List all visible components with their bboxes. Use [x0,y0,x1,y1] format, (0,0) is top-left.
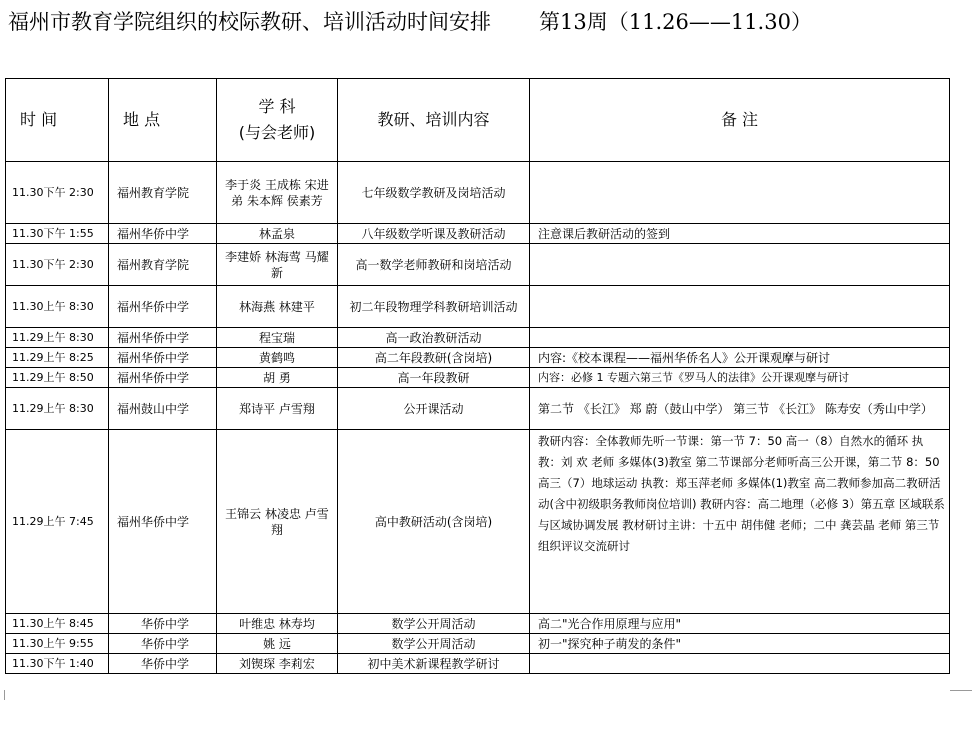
cell-place: 福州华侨中学 [109,368,217,388]
header-content: 教研、培训内容 [338,79,530,162]
header-row [6,79,950,162]
cell-place: 福州教育学院 [109,162,217,224]
header-subject [217,79,338,162]
cell-time: 11.30下午 1:55 [6,224,109,244]
table-row [6,162,950,224]
cell-place: 福州华侨中学 [109,328,217,348]
table-row [6,368,950,388]
cell-time: 11.29上午 8:50 [6,368,109,388]
cell-teachers: 李于炎 王成栋 宋进弟 朱本辉 侯素芳 [217,162,338,224]
cell-place: 华侨中学 [109,634,217,654]
table-row [6,224,950,244]
cell-place: 福州华侨中学 [109,430,217,614]
title-text: 福州市教育学院组织的校际教研、培训活动时间安排 [8,10,491,34]
cell-note [530,654,950,674]
cell-teachers: 林孟泉 [217,224,338,244]
cell-teachers: 林海燕 林建平 [217,286,338,328]
table-row [6,328,950,348]
cell-note: 注意课后教研活动的签到 [530,224,950,244]
cell-time: 11.30上午 8:30 [6,286,109,328]
header-note: 备 注 [530,79,950,162]
cell-content: 七年级数学教研及岗培活动 [338,162,530,224]
table-row [6,286,950,328]
cell-time: 11.29上午 7:45 [6,430,109,614]
cell-teachers: 王锦云 林凌忠 卢雪翔 [217,430,338,614]
cell-teachers: 胡 勇 [217,368,338,388]
cell-time: 11.30下午 2:30 [6,244,109,286]
cell-note: 教研内容：全体教师先听一节课：第一节 7：50 高一（8）自然水的循环 执教：刘 欢 老师 多媒体(3)教室 第二节课部分老师听高三公开课，第二节 8：50 高三（7）地球运动 执教：郑玉萍老师 多媒体(1)教室 高二教师参加高二教研活动(含中初级职务教师岗位培训) 教研内容：高二地理（必修 3）第五章 区域联系与区域协调发展 教材研讨主讲：十五中 胡伟健 老师；二中 龚芸晶 老师 第三节 组织评议交流研讨 [530,430,950,614]
cell-time: 11.29上午 8:30 [6,388,109,430]
cell-time: 11.29上午 8:25 [6,348,109,368]
header-time: 时 间 [6,79,109,162]
cell-place: 华侨中学 [109,614,217,634]
table-row [6,614,950,634]
cell-content: 高一政治教研活动 [338,328,530,348]
table-row [6,388,950,430]
header-subject-line2: (与会老师) [238,123,316,142]
cell-place: 福州华侨中学 [109,286,217,328]
cell-content: 八年级数学听课及教研活动 [338,224,530,244]
cell-time: 11.30下午 2:30 [6,162,109,224]
table-row [6,430,950,614]
cell-teachers: 李建娇 林海莺 马耀新 [217,244,338,286]
table-row [6,654,950,674]
cell-content: 数学公开周活动 [338,614,530,634]
cell-place: 华侨中学 [109,654,217,674]
cell-content: 高中教研活动(含岗培) [338,430,530,614]
cell-teachers: 叶维忠 林寿均 [217,614,338,634]
cell-teachers: 黄鹤鸣 [217,348,338,368]
cell-content: 初中美术新课程教学研讨 [338,654,530,674]
cell-content: 高一数学老师教研和岗培活动 [338,244,530,286]
cell-note: 高二"光合作用原理与应用" [530,614,950,634]
cell-teachers: 刘锲琛 李莉宏 [217,654,338,674]
cell-note: 第二节 《长江》 郑 蔚（鼓山中学） 第三节 《长江》 陈寿安（秀山中学） [530,388,950,430]
cell-content: 初二年段物理学科教研培训活动 [338,286,530,328]
cell-time: 11.29上午 8:30 [6,328,109,348]
cell-content: 高二年段教研(含岗培) [338,348,530,368]
cell-note [530,162,950,224]
table-row [6,348,950,368]
cell-note [530,328,950,348]
cell-teachers: 姚 远 [217,634,338,654]
cell-note: 内容：必修 1 专题六第三节《罗马人的法律》公开课观摩与研讨 [530,368,950,388]
schedule-table [5,78,950,674]
header-place: 地 点 [109,79,217,162]
cell-content: 公开课活动 [338,388,530,430]
cell-time: 11.30上午 8:45 [6,614,109,634]
page-edge-marks [0,690,979,710]
cell-place: 福州华侨中学 [109,224,217,244]
document-title [8,6,812,36]
week-label: 第13周（11.26——11.30） [539,10,812,34]
cell-note: 初一"探究种子萌发的条件" [530,634,950,654]
cell-place: 福州教育学院 [109,244,217,286]
cell-place: 福州华侨中学 [109,348,217,368]
header-subject-line1: 学 科 [258,97,296,116]
cell-teachers: 郑诗平 卢雪翔 [217,388,338,430]
cell-time: 11.30下午 1:40 [6,654,109,674]
cell-note [530,286,950,328]
table-row [6,244,950,286]
cell-teachers: 程宝瑞 [217,328,338,348]
cell-note [530,244,950,286]
crop-mark-left [4,690,5,700]
cell-place: 福州鼓山中学 [109,388,217,430]
table-row [6,634,950,654]
cell-content: 数学公开周活动 [338,634,530,654]
cell-time: 11.30上午 9:55 [6,634,109,654]
cell-content: 高一年段教研 [338,368,530,388]
crop-mark-right [950,690,972,691]
cell-note: 内容:《校本课程——福州华侨名人》公开课观摩与研讨 [530,348,950,368]
